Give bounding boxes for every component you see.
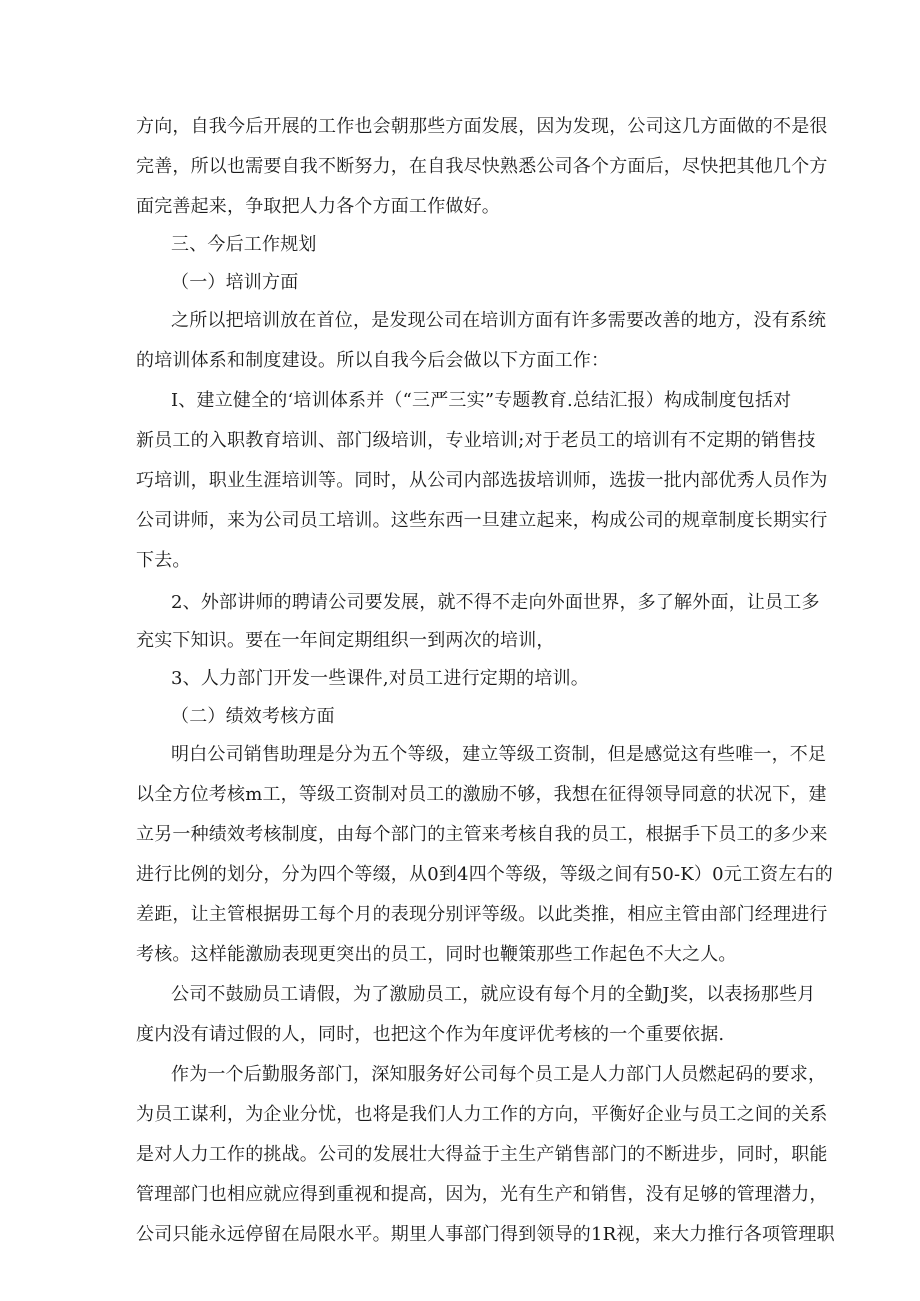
text-line: 的培训体系和制度建设。所以自我今后会做以下方面工作： — [136, 350, 610, 371]
text-line: 以全方位考核m工，等级工资制对员工的激励不够，我想在征得领导同意的状况下，建 — [136, 784, 827, 805]
text-line: 考核。这样能激励表现更突出的员工，同时也鞭策那些工作起色不大之人。 — [136, 944, 737, 965]
text-line: 进行比例的划分，分为四个等缀，从0到4四个等级，等级之间有50-K）0元工资左右的 — [136, 864, 833, 885]
text-line: 新员工的入职教育培训、部门级培训，专业培训;对于老员工的培训有不定期的销售技 — [136, 430, 816, 451]
text-line: 度内没有请过假的人，同时，也把这个作为年度评优考核的一个重要依据. — [136, 1024, 725, 1045]
text-line: 2、外部讲师的聘请公司要发展，就不得不走向外面世界，多了解外面，让员工多 — [171, 592, 820, 613]
text-line: I、建立健全的‘培训体系并（“三严三实”专题教育.总结汇报）构成制度包括对 — [171, 390, 792, 411]
text-line: 公司讲师，来为公司员工培训。这些东西一旦建立起来，构成公司的规章制度长期实行 — [136, 510, 828, 531]
text-line: 面完善起来，争取把人力各个方面工作做好。 — [136, 196, 500, 217]
text-line: 为员工谋利，为企业分忧，也将是我们人力工作的方向，平衡好企业与员工之间的关系 — [136, 1104, 828, 1125]
text-line: 立另一种绩效考核制度，由每个部门的主管来考核自我的员工，根据手下员工的多少来 — [136, 824, 828, 845]
text-line: 方向，自我今后开展的工作也会朝那些方面发展，因为发现，公司这几方面做的不是很 — [136, 116, 828, 137]
text-line: 巧培训，职业生涯培训等。同时，从公司内部选拔培训师，选拔一批内部优秀人员作为 — [136, 470, 828, 491]
text-line: 作为一个后勤服务部门，深知服务好公司每个员工是人力部门人员燃起码的要求， — [171, 1064, 827, 1085]
text-line: 差距，让主管根据毋工每个月的表现分别评等级。以此类推，相应主管由部门经理进行 — [136, 904, 828, 925]
text-line: 下去。 — [136, 550, 191, 571]
text-line: 是对人力工作的挑战。公司的发展壮大得益于主生产销售部门的不断进步，同时，职能 — [136, 1144, 828, 1165]
subsection-heading: （一）培训方面 — [171, 272, 299, 293]
text-line: 3、人力部门开发一些课件,对员工进行定期的培训。 — [171, 668, 589, 689]
text-line: 公司只能永远停留在局限水平。期里人事部门得到领导的1R视，来大力推行各项管理职 — [136, 1224, 835, 1245]
text-line: 公司不鼓励员工请假，为了激励员工，就应设有每个月的全勤J奖，以表扬那些月 — [171, 984, 816, 1005]
text-line: 明白公司销售助理是分为五个等级，建立等级工资制，但是感觉这有些唯一，不足 — [171, 744, 827, 765]
text-line: 充实下知识。要在一年间定期组织一到两次的培训， — [136, 630, 555, 651]
text-line: 之所以把培训放在首位，是发现公司在培训方面有许多需要改善的地方，没有系统 — [171, 310, 827, 331]
section-heading: 三、今后工作规划 — [171, 234, 317, 255]
text-line: 管理部门也相应就应得到重视和提高，因为，光有生产和销售，没有足够的管理潜力， — [136, 1184, 828, 1205]
text-line: 完善，所以也需要自我不断努力，在自我尽快熟悉公司各个方面后，尽快把其他几个方 — [136, 156, 828, 177]
subsection-heading: （二）绩效考核方面 — [171, 706, 335, 727]
